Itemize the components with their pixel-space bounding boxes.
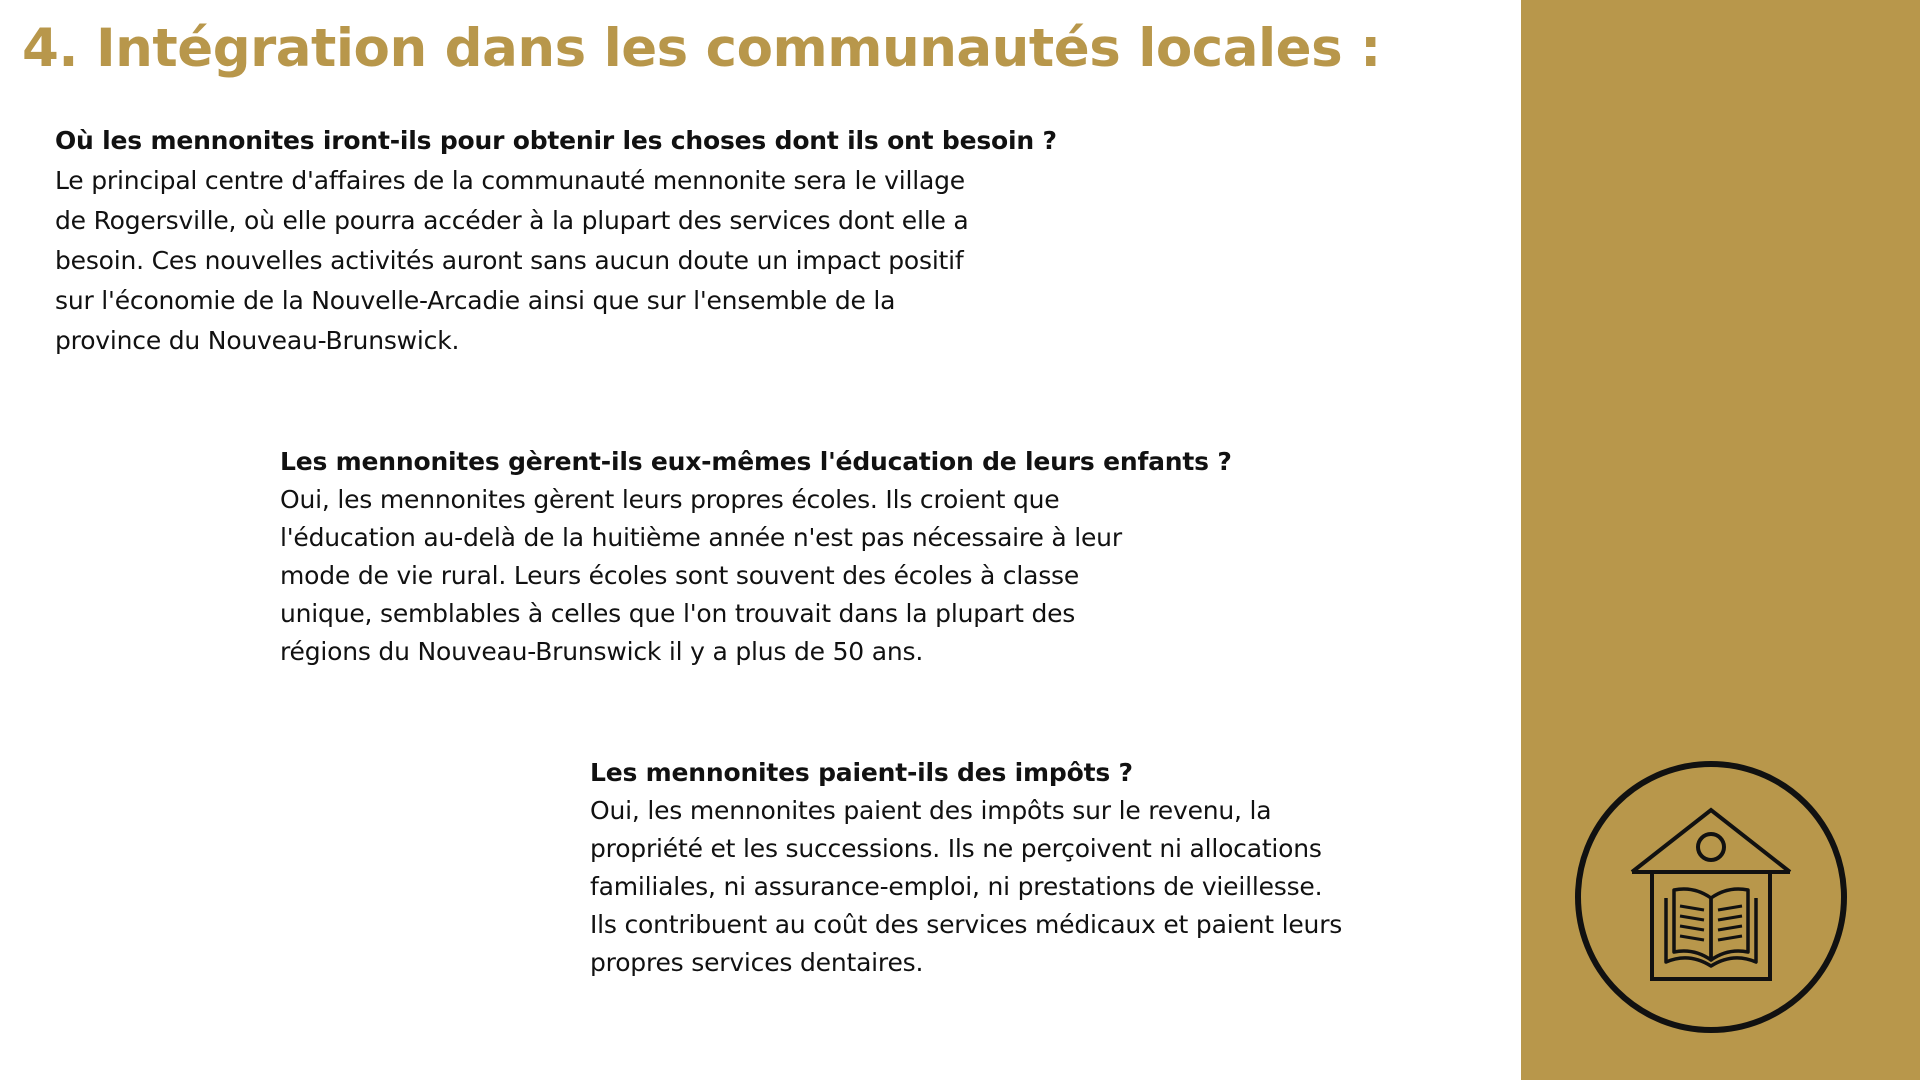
qa-block-education [280, 443, 1320, 671]
answer-education: Oui, les mennonites gèrent leurs propres écoles. Ils croient que l'éducation au-delà de la huitième année n'est pas nécessaire à leur mode de vie rural. Leurs écoles sont souvent des écoles à classe unique, semblables à celles que l'on trouvait dans la plupart des régions du Nouveau-Brunswick il y a plus de 50 ans. [280, 485, 1122, 666]
qa-block-shopping [55, 121, 1135, 361]
question-education: Les mennonites gèrent-ils eux-mêmes l'éducation de leurs enfants ? [280, 447, 1232, 476]
slide-title: 4. Intégration dans les communautés locales : [22, 18, 1381, 79]
answer-shopping: Le principal centre d'affaires de la communauté mennonite sera le village de Rogersville, où elle pourra accéder à la plupart des services dont elle a besoin. Ces nouvelles activités auront sans aucun doute un impact positif sur l'économie de la Nouvelle-Arcadie ainsi que sur l'ensemble de la province du Nouveau-Brunswick. [55, 166, 969, 355]
question-shopping: Où les mennonites iront-ils pour obtenir les choses dont ils ont besoin ? [55, 126, 1057, 155]
school-house-book-icon [1574, 760, 1848, 1034]
answer-taxes: Oui, les mennonites paient des impôts sur le revenu, la propriété et les successions. Ils ne perçoivent ni allocations familiales, ni assurance-emploi, ni prestations de vieillesse. Ils contribuent au coût des services médicaux et paient leurs propres services dentaires. [590, 796, 1343, 977]
qa-block-taxes [590, 754, 1510, 982]
question-taxes: Les mennonites paient-ils des impôts ? [590, 758, 1133, 787]
